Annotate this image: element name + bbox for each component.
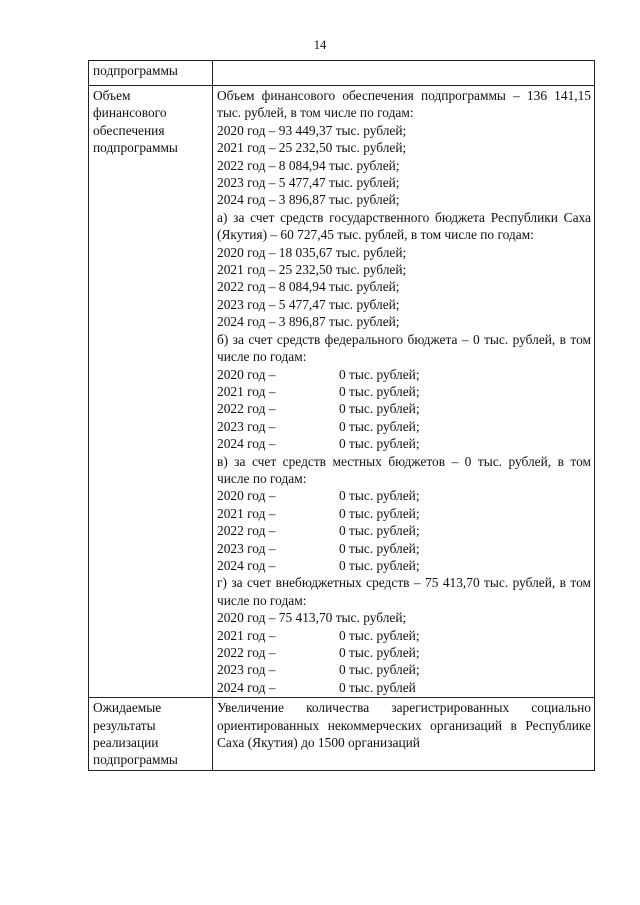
- table-row-results: [89, 698, 595, 771]
- year-label: 2024 год –: [217, 436, 276, 452]
- label-line: Ожидаемые: [93, 700, 162, 716]
- subprogram-passport-table: [88, 60, 595, 771]
- year-line: [217, 418, 591, 435]
- year-line: 2022 год – 8 084,94 тыс. рублей;: [217, 157, 400, 173]
- year-label: 2023 год –: [217, 540, 276, 556]
- year-line: 2021 год – 25 232,50 тыс. рублей;: [217, 262, 407, 278]
- financing-intro: Объем финансового обеспечения подпрограммы – 136 141,15 тыс. рублей, в том числе по годам:: [217, 88, 591, 121]
- year-line: [217, 366, 591, 383]
- year-amount: 0 тыс. рублей;: [339, 436, 420, 452]
- page-number: 14: [313, 38, 327, 52]
- year-amount: 0 тыс. рублей;: [339, 505, 420, 521]
- year-amount: 0 тыс. рублей;: [339, 383, 420, 399]
- year-line: 2023 год – 5 477,47 тыс. рублей;: [217, 296, 400, 312]
- year-label: 2021 год –: [217, 627, 276, 643]
- year-label: 2024 год –: [217, 557, 276, 573]
- source-g-text: г) за счет внебюджетных средств – 75 413,70 тыс. рублей, в том числе по годам:: [217, 575, 591, 608]
- source-v-text: в) за счет средств местных бюджетов – 0 тыс. рублей, в том числе по годам:: [217, 453, 591, 486]
- year-line: 2020 год – 18 035,67 тыс. рублей;: [217, 244, 407, 260]
- year-line: [217, 661, 591, 678]
- year-amount: 0 тыс. рублей;: [339, 488, 420, 504]
- label-line: Объем: [93, 88, 131, 103]
- table-row-financing: [89, 86, 595, 698]
- year-label: 2022 год –: [217, 401, 276, 417]
- results-value: Увеличение количества зарегистрированных социально ориентированных некоммерческих организаций в Республике Саха (Якутия) до 1500 организаций: [213, 698, 595, 771]
- year-line: 2023 год – 5 477,47 тыс. рублей;: [217, 175, 400, 191]
- year-line: [217, 400, 591, 417]
- continuation-label: подпрограммы: [89, 61, 213, 86]
- year-amount: 0 тыс. рублей;: [339, 366, 420, 382]
- year-amount: 0 тыс. рублей;: [339, 627, 420, 643]
- year-amount: 0 тыс. рублей;: [339, 557, 420, 573]
- year-amount: 0 тыс. рублей;: [339, 540, 420, 556]
- year-label: 2024 год –: [217, 679, 276, 695]
- year-amount: 0 тыс. рублей: [339, 679, 416, 695]
- table-row-continuation: [89, 61, 595, 86]
- year-line: [217, 383, 591, 400]
- year-line: [217, 540, 591, 557]
- year-amount: 0 тыс. рублей;: [339, 401, 420, 417]
- financing-label: [89, 86, 213, 698]
- year-amount: 0 тыс. рублей;: [339, 523, 420, 539]
- year-line: [217, 522, 591, 539]
- label-line: подпрограммы: [93, 752, 178, 768]
- label-line: результаты: [93, 717, 156, 733]
- financing-value: [213, 86, 595, 698]
- year-amount: 0 тыс. рублей;: [339, 662, 420, 678]
- year-label: 2022 год –: [217, 523, 276, 539]
- year-line: 2022 год – 8 084,94 тыс. рублей;: [217, 279, 400, 295]
- year-line: [217, 487, 591, 504]
- label-line: финансового: [93, 105, 167, 121]
- year-line: [217, 557, 591, 574]
- year-label: 2023 год –: [217, 662, 276, 678]
- year-line: [217, 627, 591, 644]
- source-b-text: б) за счет средств федерального бюджета – 0 тыс. рублей, в том числе по годам:: [217, 331, 591, 365]
- year-line: [217, 505, 591, 522]
- label-line: подпрограммы: [93, 140, 178, 156]
- year-line: 2024 год – 3 896,87 тыс. рублей;: [217, 314, 400, 330]
- year-line: [217, 644, 591, 661]
- year-label: 2023 год –: [217, 418, 276, 434]
- label-line: обеспечения: [93, 122, 165, 138]
- year-line: 2020 год – 93 449,37 тыс. рублей;: [217, 122, 407, 138]
- year-label: 2021 год –: [217, 383, 276, 399]
- label-line: реализации: [93, 735, 159, 751]
- year-amount: 0 тыс. рублей;: [339, 645, 420, 660]
- year-label: 2021 год –: [217, 505, 276, 521]
- year-line: 2020 год – 75 413,70 тыс. рублей;: [217, 610, 407, 626]
- year-line: 2024 год – 3 896,87 тыс. рублей;: [217, 192, 400, 208]
- year-label: 2022 год –: [217, 645, 276, 660]
- year-line: [217, 435, 591, 452]
- year-label: 2020 год –: [217, 488, 276, 504]
- source-a-text: а) за счет средств государственного бюджета Республики Саха (Якутия) – 60 727,45 тыс. рублей, в том числе по годам:: [217, 209, 591, 243]
- results-label: [89, 698, 213, 771]
- continuation-value: [213, 61, 595, 86]
- year-amount: 0 тыс. рублей;: [339, 418, 420, 434]
- year-line: 2021 год – 25 232,50 тыс. рублей;: [217, 140, 407, 156]
- year-line: [217, 679, 591, 696]
- year-label: 2020 год –: [217, 366, 276, 382]
